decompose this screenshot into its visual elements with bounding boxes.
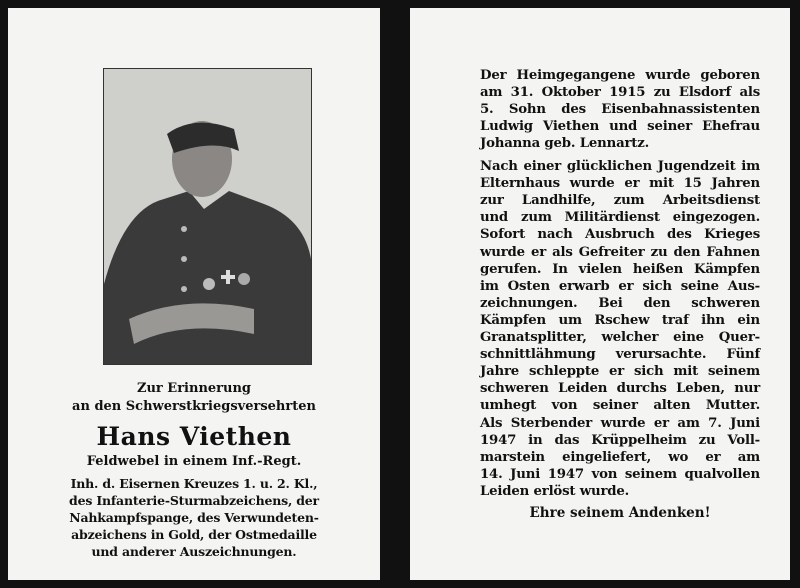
- text-line: Kämpfen um Rschew traf ihn ein: [480, 312, 760, 328]
- text-line: 5. Sohn des Eisenbahnassistenten: [480, 102, 760, 118]
- text-line: Als Sterbender wurde er am 7. Juni: [480, 415, 760, 431]
- decorations-line: abzeichens in Gold, der Ostmedaille: [71, 527, 317, 542]
- left-card: [8, 8, 380, 580]
- right-card: [410, 8, 790, 580]
- text-line: und zum Militärdienst eingezogen.: [480, 210, 760, 226]
- text-line: 1947 in das Krüppelheim zu Voll-: [480, 432, 760, 448]
- subheading: an den Schwerstkriegsversehrten: [72, 399, 316, 414]
- text-line: Elternhaus wurde er mit 15 Jahren: [480, 176, 760, 192]
- heading: Zur Erinnerung: [136, 381, 252, 396]
- decorations-line: und anderer Auszeichnungen.: [91, 544, 297, 559]
- deceased-name: Hans Viethen: [96, 422, 292, 451]
- decorations-line: Inh. d. Eisernen Kreuzes 1. u. 2. Kl.,: [70, 476, 318, 491]
- text-line: Leiden erlöst wurde.: [480, 483, 630, 499]
- text-line: schnittlähmung verursachte. Fünf: [480, 347, 760, 363]
- text-line: Granatsplitter, welcher eine Quer-: [480, 330, 760, 345]
- text-line: wurde er als Gefreiter zu den Fahnen: [480, 244, 760, 260]
- text-line: gerufen. In vielen heißen Kämpfen: [480, 261, 760, 277]
- text-line: Der Heimgegangene wurde geboren: [480, 68, 760, 83]
- rank: Feldwebel in einem Inf.-Regt.: [86, 454, 302, 469]
- text-line: Jahre schleppte er sich mit seinem: [480, 364, 760, 380]
- text-line: marstein eingeliefert, wo er am: [480, 449, 760, 465]
- text-line: 14. Juni 1947 von seinem qualvollen: [480, 466, 760, 482]
- text-line: am 31. Oktober 1915 zu Elsdorf als: [480, 85, 760, 101]
- text-line: umhegt von seiner alten Mutter.: [480, 398, 760, 414]
- text-line: zeichnungen. Bei den schweren: [480, 295, 760, 311]
- text-line: schweren Leiden durchs Leben, nur: [480, 381, 760, 397]
- decorations-line: des Infanterie-Sturmabzeichens, der: [69, 493, 319, 508]
- text-line: zur Landhilfe, zum Arbeitsdienst: [480, 193, 760, 209]
- text-line: Nach einer glücklichen Jugendzeit im: [480, 159, 760, 174]
- text-line: Johanna geb. Lennartz.: [480, 136, 650, 152]
- text-line: Ludwig Viethen und seiner Ehefrau: [480, 119, 760, 135]
- decorations-line: Nahkampfspange, des Verwundeten-: [69, 510, 319, 525]
- text-line: im Osten erwarb er sich seine Aus-: [480, 278, 760, 294]
- closing-line: Ehre seinem Andenken!: [529, 505, 711, 521]
- text-line: Sofort nach Ausbruch des Krieges: [480, 227, 760, 243]
- portrait-photo: [103, 68, 312, 365]
